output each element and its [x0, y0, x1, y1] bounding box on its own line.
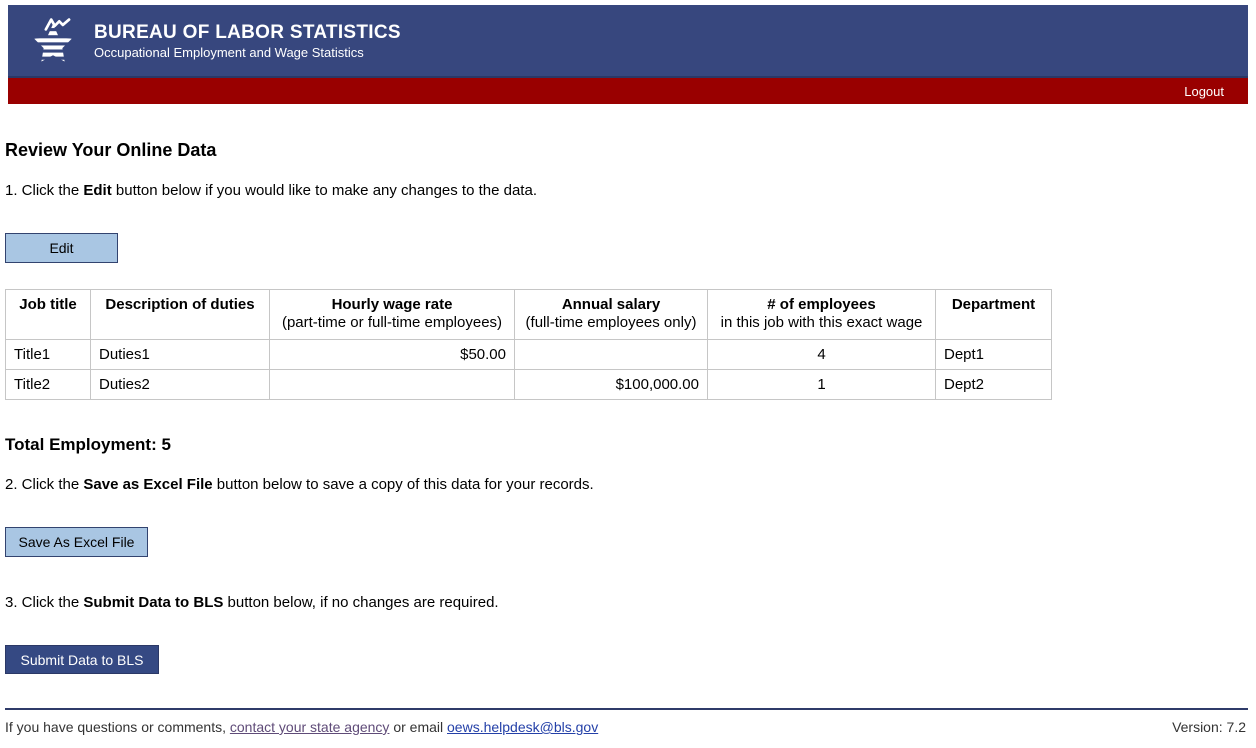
- table-header-row: [6, 290, 1052, 340]
- footer-text-middle: or email: [389, 719, 448, 735]
- step-1-suffix: button below if you would like to make any changes to the data.: [111, 182, 537, 199]
- step-3-prefix: 3. Click the: [5, 594, 84, 611]
- step-2-prefix: 2. Click the: [5, 476, 84, 493]
- page-title: Review Your Online Data: [5, 140, 217, 160]
- main-content: [5, 140, 1248, 674]
- logout-link[interactable]: Logout: [1184, 83, 1224, 99]
- wage-data-table: [5, 289, 1052, 400]
- cell-job-title: Title1: [6, 340, 91, 370]
- col-header-hourly-wage: Hourly wage rate (part-time or full-time employees): [270, 290, 515, 340]
- cell-department: Dept2: [936, 370, 1052, 400]
- table-row: [6, 370, 1052, 400]
- cell-hourly-wage: $50.00: [270, 340, 515, 370]
- submit-data-button[interactable]: Submit Data to BLS: [5, 645, 159, 674]
- footer-help-text: [5, 719, 598, 735]
- total-employment-label: Total Employment:: [5, 435, 157, 454]
- step-1-instruction: [5, 181, 1248, 201]
- cell-duties: Duties2: [91, 370, 270, 400]
- save-as-excel-button[interactable]: Save As Excel File: [5, 527, 148, 557]
- cell-annual-salary: $100,000.00: [515, 370, 708, 400]
- cell-annual-salary: [515, 340, 708, 370]
- bls-header-banner: [8, 5, 1248, 78]
- header-title: BUREAU OF LABOR STATISTICS: [94, 21, 401, 43]
- banner-text: [94, 21, 401, 61]
- step-3-instruction: [5, 593, 1248, 613]
- cell-hourly-wage: [270, 370, 515, 400]
- step-3-suffix: button below, if no changes are required.: [223, 594, 499, 611]
- step-1-bold: Edit: [83, 182, 112, 199]
- table-row: [6, 340, 1052, 370]
- total-employment-value: 5: [161, 435, 171, 454]
- cell-num-employees: 4: [708, 340, 936, 370]
- cell-department: Dept1: [936, 340, 1052, 370]
- cell-job-title: Title2: [6, 370, 91, 400]
- col-header-department: Department: [936, 290, 1052, 340]
- step-2-instruction: [5, 475, 1248, 495]
- logout-bar: [8, 78, 1248, 104]
- helpdesk-email-link[interactable]: oews.helpdesk@bls.gov: [447, 719, 599, 735]
- col-header-job-title: Job title: [6, 290, 91, 340]
- step-1-prefix: 1. Click the: [5, 182, 84, 199]
- cell-duties: Duties1: [91, 340, 270, 370]
- col-header-num-employees: # of employees in this job with this exact wage: [708, 290, 936, 340]
- step-2-bold: Save as Excel File: [83, 476, 213, 493]
- bls-star-logo-icon: [28, 14, 78, 68]
- col-header-duties: Description of duties: [91, 290, 270, 340]
- edit-button[interactable]: Edit: [5, 233, 118, 263]
- step-3-bold: Submit Data to BLS: [83, 594, 224, 611]
- contact-state-agency-link[interactable]: contact your state agency: [229, 719, 390, 735]
- page-footer: [5, 708, 1248, 735]
- step-2-suffix: button below to save a copy of this data for your records.: [212, 476, 594, 493]
- total-employment: [5, 435, 1248, 455]
- cell-num-employees: 1: [708, 370, 936, 400]
- version-label: Version: 7.2: [1172, 719, 1246, 735]
- footer-text-prefix: If you have questions or comments,: [5, 719, 230, 735]
- header-subtitle: Occupational Employment and Wage Statistics: [94, 44, 364, 60]
- col-header-annual-salary: Annual salary (full-time employees only): [515, 290, 708, 340]
